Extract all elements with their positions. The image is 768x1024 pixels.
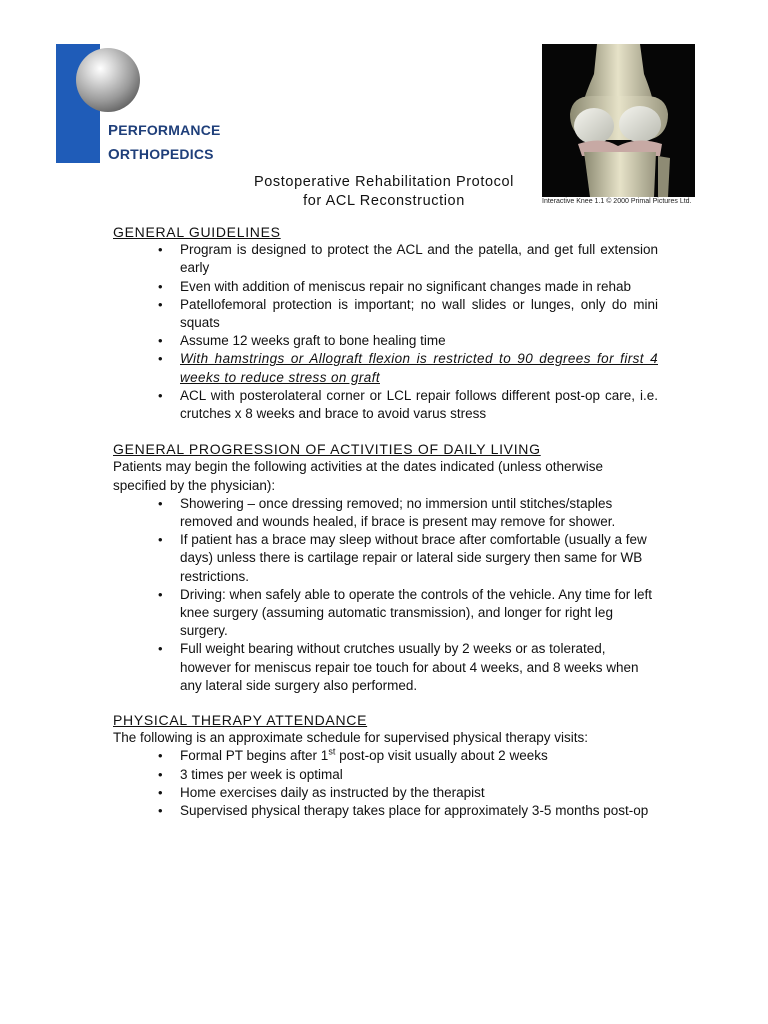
section-intro: Patients may begin the following activities at the dates indicated (unless otherwise specified by the physician):	[113, 459, 604, 493]
image-caption: Interactive Knee 1.1 © 2000 Primal Pictures Ltd.	[542, 198, 692, 205]
performance-orthopedics-logo	[56, 44, 226, 166]
list-item: • Supervised physical therapy takes place for approximately 3-5 months post-op	[180, 802, 658, 820]
list-item-emphasized: • With hamstrings or Allograft flexion is restricted to 90 degrees for first 4 weeks to reduce stress on graft	[158, 351, 658, 385]
section-heading-pt-attendance: PHYSICAL THERAPY ATTENDANCE	[113, 712, 368, 729]
bullet-icon: •	[158, 748, 163, 764]
bullet-icon: •	[158, 641, 163, 657]
list-item: • Showering – once dressing removed; no immersion until stitches/staples removed and wounds healed, if brace is present may remove for shower.	[158, 495, 616, 530]
title-line-1: Postoperative Rehabilitation Protocol	[254, 174, 514, 190]
logo-word-performance: PERFORMANCE	[108, 122, 221, 139]
list-item: • If patient has a brace may sleep without brace after comfortable (usually a few days) unless there is cartilage repair or lateral side surgery then same for WB restrictions.	[158, 532, 647, 584]
section-heading-general-guidelines: GENERAL GUIDELINES	[113, 224, 281, 240]
list-item: • ACL with posterolateral corner or LCL repair follows different post-op care, i.e. crutches x 8 weeks and brace to avoid varus stress	[158, 387, 658, 422]
bullet-icon: •	[158, 278, 163, 294]
knee-anatomy-image	[542, 44, 695, 197]
list-item: • Home exercises daily as instructed by the therapist	[180, 784, 658, 802]
list-item: • 3 times per week is optimal	[180, 766, 658, 784]
bullet-icon: •	[158, 803, 163, 819]
bullet-icon: •	[158, 586, 163, 602]
section-intro: The following is an approximate schedule for supervised physical therapy visits:	[113, 730, 588, 746]
pt-attendance-list	[113, 747, 658, 820]
logo-sphere-icon	[76, 48, 140, 112]
guidelines-list	[113, 241, 658, 423]
bullet-icon: •	[158, 333, 163, 349]
list-item: • Even with addition of meniscus repair no significant changes made in rehab	[180, 278, 658, 296]
bullet-icon: •	[158, 387, 163, 403]
bullet-icon: •	[158, 351, 163, 367]
list-item: • Driving: when safely able to operate the controls of the vehicle. Any time for left knee surgery (assuming automatic transmission), and longer for right leg surgery.	[158, 586, 652, 639]
document-title	[226, 173, 542, 211]
daily-living-list	[113, 495, 658, 695]
list-item: • Assume 12 weeks graft to bone healing time	[180, 332, 658, 350]
list-item: • Full weight bearing without crutches usually by 2 weeks or as tolerated, however for meniscus repair toe touch for about 4 weeks, and 8 weeks when any lateral side surgery also performed.	[158, 641, 639, 693]
bullet-icon: •	[158, 495, 163, 511]
logo-word-orthopedics: ORTHOPEDICS	[108, 146, 214, 163]
section-heading-daily-living: GENERAL PROGRESSION OF ACTIVITIES OF DAILY LIVING	[113, 441, 541, 458]
title-line-2: for ACL Reconstruction	[303, 193, 465, 209]
bullet-icon: •	[158, 784, 163, 800]
bullet-icon: •	[158, 242, 163, 258]
list-item: • Program is designed to protect the ACL and the patella, and get full extension early	[158, 242, 658, 276]
bullet-icon: •	[158, 296, 163, 312]
document-body	[113, 223, 658, 820]
bullet-icon: •	[158, 766, 163, 782]
list-item: • Patellofemoral protection is important; no wall slides or lunges, only do mini squats	[158, 296, 658, 331]
knee-bone-illustration	[542, 44, 695, 197]
list-item: • Formal PT begins after 1st post-op visit usually about 2 weeks	[180, 747, 658, 765]
bullet-icon: •	[158, 532, 163, 548]
